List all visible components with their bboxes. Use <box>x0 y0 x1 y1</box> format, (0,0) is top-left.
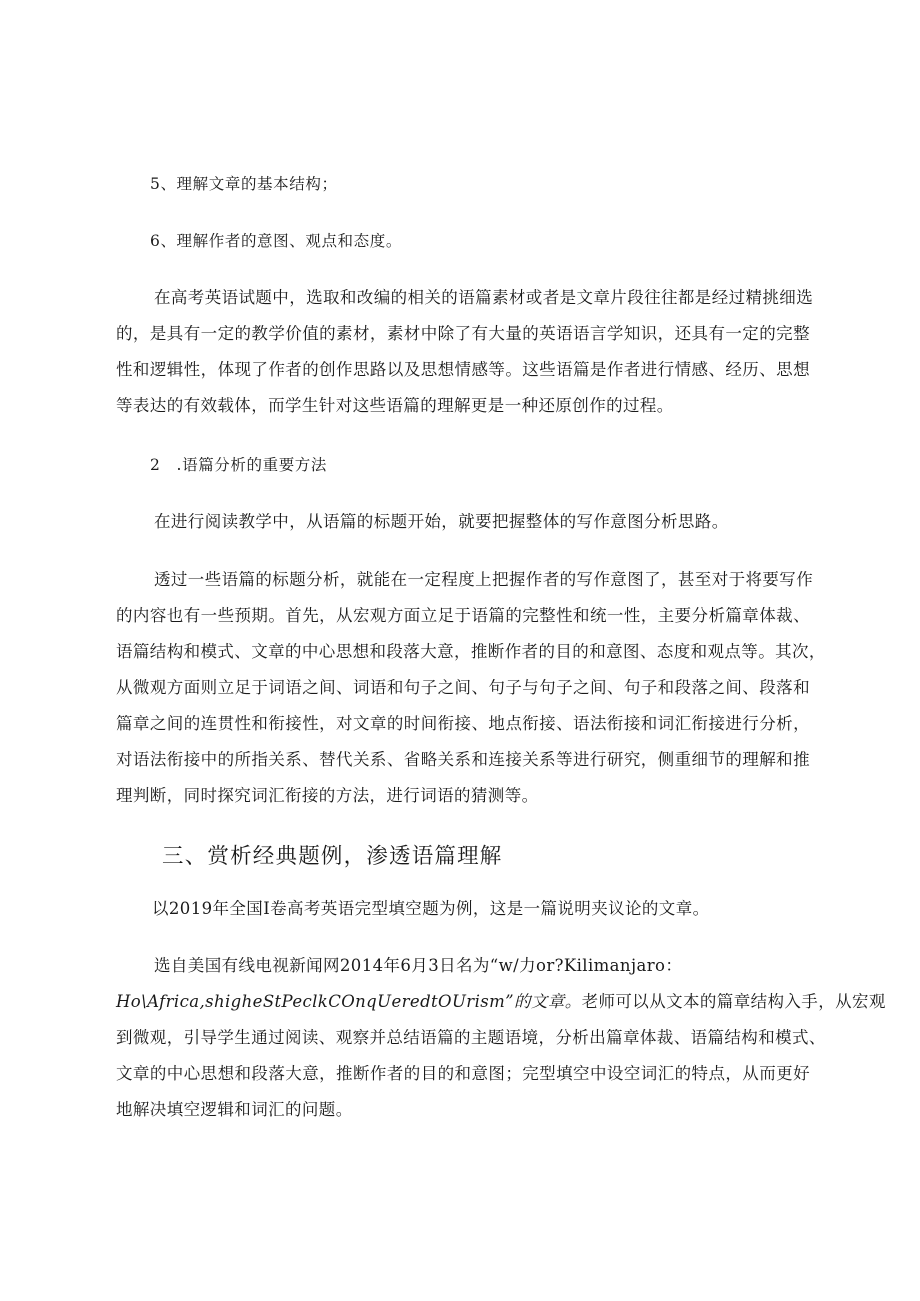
paragraph-5-line: 到微观，引导学生通过阅读、观察并总结语篇的主题语境，分析出篇章体裁、语篇结构和模式、 <box>116 1028 826 1047</box>
list-item-5: 5、理解文章的基本结构； <box>150 175 338 193</box>
paragraph-3-line: 理判断，同时探究词汇衔接的方法，进行词语的猜测等。 <box>116 786 539 805</box>
paragraph-5-line: 文章的中心思想和段落大意，推断作者的目的和意图；完型填空中设空词汇的特点，从而更好 <box>116 1064 810 1083</box>
paragraph-1-line: 等表达的有效载体，而学生针对这些语篇的理解更是一种还原创作的过程。 <box>116 396 674 415</box>
paragraph-5-line: 地解决填空逻辑和词汇的问题。 <box>116 1100 353 1119</box>
paragraph-5-line <box>116 990 886 1014</box>
article-title-italic: Ho\Africa,shigheStPeclkCOnqUeredtOUrism”的文章。 <box>116 992 582 1011</box>
paragraph-3-line: 对语法衔接中的所指关系、替代关系、省略关系和连接关系等进行研究，侧重细节的理解和推 <box>116 750 810 769</box>
paragraph-3-line: 透过一些语篇的标题分析，就能在一定程度上把握作者的写作意图了，甚至对于将要写作 <box>154 570 814 589</box>
subheading-method: 2 .语篇分析的重要方法 <box>150 456 327 474</box>
paragraph-3-line: 语篇结构和模式、文章的中心思想和段落大意，推断作者的目的和意图、态度和观点等。其次， <box>116 642 826 661</box>
paragraph-1-line: 性和逻辑性，体现了作者的创作思路以及思想情感等。这些语篇是作者进行情感、经历、思想 <box>116 360 810 379</box>
section-heading: 三、赏析经典题例，渗透语篇理解 <box>162 844 503 869</box>
paragraph-3-line: 从微观方面则立足于词语之间、词语和句子之间、句子与句子之间、句子和段落之间、段落和 <box>116 678 810 697</box>
paragraph-4: 以2019年全国I卷高考英语完型填空题为例，这是一篇说明夹议论的文章。 <box>152 899 710 918</box>
paragraph-5-text: 老师可以从文本的篇章结构入手，从宏观 <box>581 992 886 1011</box>
paragraph-1-line: 在高考英语试题中，选取和改编的相关的语篇素材或者是文章片段往往都是经过精挑细选 <box>154 288 814 307</box>
paragraph-1-line: 的，是具有一定的教学价值的素材，素材中除了有大量的英语语言学知识，还具有一定的完整 <box>116 324 810 343</box>
paragraph-2: 在进行阅读教学中，从语篇的标题开始，就要把握整体的写作意图分析思路。 <box>154 512 729 531</box>
paragraph-3-line: 的内容也有一些预期。首先，从宏观方面立足于语篇的完整性和统一性，主要分析篇章体裁、 <box>116 606 810 625</box>
list-item-6: 6、理解作者的意图、观点和态度。 <box>150 232 402 250</box>
paragraph-3-line: 篇章之间的连贯性和衔接性，对文章的时间衔接、地点衔接、语法衔接和词汇衔接进行分析， <box>116 714 810 733</box>
paragraph-5-line: 选自美国有线电视新闻网2014年6月3日名为“w/力or?Kilimanjaro： <box>154 956 683 975</box>
